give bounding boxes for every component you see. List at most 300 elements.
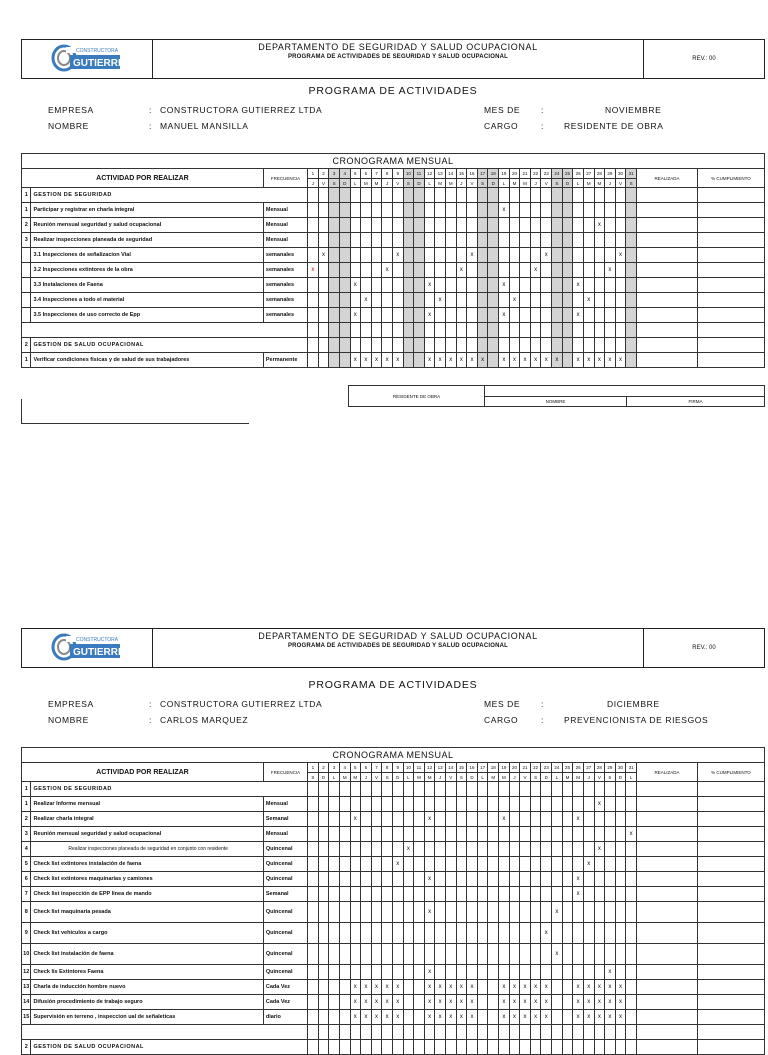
day-cell: x (605, 1010, 616, 1025)
day-cell (605, 188, 616, 203)
weekday-letter: M (371, 179, 382, 188)
day-cell (424, 1025, 435, 1040)
day-cell (403, 338, 414, 353)
activity-frequency: semanales (263, 278, 307, 293)
day-cell (605, 812, 616, 827)
day-cell (552, 278, 563, 293)
weekday-letter: M (573, 773, 584, 782)
day-cell (308, 353, 319, 368)
section-number: 1 (22, 782, 31, 797)
day-cell (382, 218, 393, 233)
label-nombre: NOMBRE (48, 715, 89, 725)
cumplimiento-cell (697, 233, 764, 248)
day-cell (382, 872, 393, 887)
activity-name: 3.5 Inspecciones de uso correcto de Epp (31, 308, 263, 323)
day-cell (445, 233, 456, 248)
day-cell (541, 323, 552, 338)
activity-name: Realizar Informe mensual (31, 797, 263, 812)
day-cell (499, 782, 510, 797)
day-cell (445, 857, 456, 872)
day-cell (318, 218, 329, 233)
day-cell (552, 872, 563, 887)
day-cell (499, 887, 510, 902)
day-cell: x (499, 308, 510, 323)
day-cell (308, 872, 319, 887)
day-cell (615, 872, 626, 887)
day-cell (626, 812, 637, 827)
day-cell (626, 1025, 637, 1040)
activity-name: Check list instalación de faena (31, 944, 263, 965)
day-cell (583, 1040, 594, 1055)
day-cell (509, 1025, 520, 1040)
day-cell (573, 782, 584, 797)
day-cell: x (552, 902, 563, 923)
day-cell (318, 923, 329, 944)
day-cell (424, 782, 435, 797)
day-cell: x (605, 263, 616, 278)
spacer-cell (22, 1025, 308, 1040)
day-cell (445, 263, 456, 278)
day-cell (583, 887, 594, 902)
day-cell (583, 1025, 594, 1040)
day-number: 7 (371, 169, 382, 179)
day-cell (456, 782, 467, 797)
day-cell (445, 1025, 456, 1040)
realizada-cell (636, 308, 697, 323)
cumplimiento-cell (697, 923, 764, 944)
cumplimiento-cell (697, 263, 764, 278)
day-cell (350, 218, 361, 233)
day-cell (477, 188, 488, 203)
day-cell (520, 1040, 531, 1055)
header-title-sub: PROGRAMA DE ACTIVIDADES DE SEGURIDAD Y SALUD OCUPACIONAL (287, 54, 509, 60)
day-cell (361, 308, 372, 323)
day-cell: x (350, 995, 361, 1010)
day-cell (477, 782, 488, 797)
cronograma-title-row (22, 154, 765, 169)
day-cell (541, 1040, 552, 1055)
day-cell (350, 293, 361, 308)
day-cell (562, 980, 573, 995)
day-cell (615, 218, 626, 233)
signature-role: RESIDENTE DE OBRA (349, 386, 485, 407)
day-cell (371, 872, 382, 887)
day-cell (626, 323, 637, 338)
day-number: 10 (403, 763, 414, 773)
day-cell (445, 887, 456, 902)
day-cell (509, 248, 520, 263)
day-cell (435, 218, 446, 233)
day-cell (477, 1025, 488, 1040)
day-cell (318, 323, 329, 338)
day-cell: x (509, 980, 520, 995)
cumplimiento-cell (697, 887, 764, 902)
day-cell (456, 323, 467, 338)
day-cell (392, 827, 403, 842)
day-cell (488, 872, 499, 887)
day-cell (318, 887, 329, 902)
day-cell (382, 797, 393, 812)
day-number: 29 (605, 169, 616, 179)
day-cell (583, 323, 594, 338)
weekday-letter: L (477, 773, 488, 782)
day-cell (318, 782, 329, 797)
day-cell (615, 203, 626, 218)
day-cell (445, 782, 456, 797)
day-cell: x (445, 353, 456, 368)
day-cell (445, 965, 456, 980)
day-cell (339, 965, 350, 980)
day-cell (361, 338, 372, 353)
day-cell (605, 902, 616, 923)
weekday-letter: L (350, 179, 361, 188)
day-cell (339, 872, 350, 887)
day-cell (573, 902, 584, 923)
day-cell (435, 923, 446, 944)
day-cell (329, 1010, 340, 1025)
day-cell (392, 278, 403, 293)
day-cell (308, 857, 319, 872)
day-cell (361, 944, 372, 965)
day-cell: x (477, 353, 488, 368)
day-cell: x (467, 1010, 478, 1025)
activity-frequency: Quincenal (263, 857, 307, 872)
day-cell (371, 827, 382, 842)
day-cell (594, 308, 605, 323)
day-cell (308, 980, 319, 995)
weekday-letter: M (445, 179, 456, 188)
activity-name: Charla de inducción hombre nuevo (31, 980, 263, 995)
day-cell: x (520, 980, 531, 995)
day-cell (520, 248, 531, 263)
day-cell (530, 233, 541, 248)
day-cell (573, 188, 584, 203)
day-cell: x (392, 248, 403, 263)
day-cell (530, 827, 541, 842)
day-cell (361, 218, 372, 233)
activity-row (22, 872, 765, 887)
cumplimiento-cell (697, 248, 764, 263)
day-cell: x (499, 980, 510, 995)
day-number: 16 (467, 169, 478, 179)
day-cell (520, 188, 531, 203)
day-cell (594, 782, 605, 797)
day-cell (445, 797, 456, 812)
activity-row (22, 812, 765, 827)
day-cell (329, 1040, 340, 1055)
day-cell (308, 1025, 319, 1040)
revision-label: REV.: 00 (643, 40, 764, 78)
day-cell: x (361, 353, 372, 368)
activity-frequency: Quincenal (263, 872, 307, 887)
day-number: 19 (499, 763, 510, 773)
day-cell (509, 797, 520, 812)
day-cell (318, 872, 329, 887)
day-cell (339, 797, 350, 812)
activity-frequency: Cada Vez (263, 980, 307, 995)
activity-frequency: Mensual (263, 203, 307, 218)
cumplimiento-cell (697, 842, 764, 857)
day-cell (403, 1025, 414, 1040)
day-cell (456, 812, 467, 827)
day-number: 9 (392, 763, 403, 773)
day-cell (414, 887, 425, 902)
day-cell (424, 263, 435, 278)
day-cell (403, 323, 414, 338)
day-number: 5 (350, 763, 361, 773)
day-cell (467, 293, 478, 308)
day-cell (318, 233, 329, 248)
weekday-letter: D (392, 773, 403, 782)
day-cell (541, 872, 552, 887)
day-cell (318, 827, 329, 842)
day-cell (552, 887, 563, 902)
realizada-header: REALIZADA (636, 763, 697, 782)
day-cell (371, 902, 382, 923)
day-cell (626, 338, 637, 353)
day-cell: x (573, 278, 584, 293)
day-cell (318, 308, 329, 323)
activity-number: 5 (22, 857, 31, 872)
sep: : (541, 699, 544, 709)
day-cell (520, 218, 531, 233)
day-cell: x (382, 353, 393, 368)
day-cell (308, 902, 319, 923)
day-cell (530, 308, 541, 323)
day-cell (424, 944, 435, 965)
weekday-letter: M (414, 773, 425, 782)
day-cell (392, 188, 403, 203)
day-cell (520, 827, 531, 842)
day-cell (382, 233, 393, 248)
day-cell: x (509, 1010, 520, 1025)
day-cell (626, 1040, 637, 1055)
section-number: 2 (22, 1040, 31, 1055)
day-cell (488, 782, 499, 797)
label-cargo: CARGO (484, 715, 519, 725)
day-cell (573, 323, 584, 338)
day-cell (467, 338, 478, 353)
day-number: 30 (615, 169, 626, 179)
day-cell (541, 797, 552, 812)
day-cell (499, 857, 510, 872)
day-cell (520, 1025, 531, 1040)
weekday-letter: D (318, 773, 329, 782)
day-cell: x (424, 812, 435, 827)
day-cell (361, 872, 372, 887)
spacer-row (22, 1025, 765, 1040)
day-cell (403, 203, 414, 218)
day-cell (445, 278, 456, 293)
day-cell (477, 923, 488, 944)
cronograma-title: CRONOGRAMA MENSUAL (22, 748, 765, 763)
day-cell (435, 1025, 446, 1040)
day-cell (605, 338, 616, 353)
document-title: PROGRAMA DE ACTIVIDADES (308, 679, 478, 691)
day-cell (467, 965, 478, 980)
day-cell (371, 308, 382, 323)
weekday-letter: M (562, 773, 573, 782)
day-cell (456, 872, 467, 887)
day-cell (488, 797, 499, 812)
day-number: 8 (382, 169, 393, 179)
day-cell (467, 902, 478, 923)
day-cell: x (499, 278, 510, 293)
weekday-letter: M (350, 773, 361, 782)
day-cell (382, 1040, 393, 1055)
day-cell (562, 902, 573, 923)
day-cell (435, 872, 446, 887)
day-number: 3 (329, 763, 340, 773)
day-cell (552, 923, 563, 944)
day-cell (605, 782, 616, 797)
day-cell (488, 203, 499, 218)
day-cell (477, 323, 488, 338)
day-cell: x (392, 353, 403, 368)
day-number: 31 (626, 169, 637, 179)
day-cell (573, 1025, 584, 1040)
day-cell: x (583, 353, 594, 368)
cumplimiento-header: % CUMPLIMIENTO (697, 763, 764, 782)
sep: : (149, 105, 152, 115)
day-cell (499, 842, 510, 857)
day-cell (626, 965, 637, 980)
frecuencia-header: FRECUENCIA (263, 169, 307, 188)
day-cell: x (445, 1010, 456, 1025)
day-cell (583, 812, 594, 827)
day-cell (488, 353, 499, 368)
day-cell (392, 1040, 403, 1055)
day-cell (382, 944, 393, 965)
day-number: 1 (308, 169, 319, 179)
day-cell (499, 218, 510, 233)
activity-frequency: semanales (263, 248, 307, 263)
day-cell (350, 233, 361, 248)
day-cell (445, 902, 456, 923)
day-cell (403, 995, 414, 1010)
day-cell (594, 1040, 605, 1055)
day-cell (414, 293, 425, 308)
day-cell (361, 842, 372, 857)
day-cell (594, 965, 605, 980)
day-cell (339, 842, 350, 857)
day-cell: x (541, 353, 552, 368)
day-number: 22 (530, 763, 541, 773)
day-cell (424, 188, 435, 203)
day-cell (477, 980, 488, 995)
day-cell: x (382, 1010, 393, 1025)
day-cell (562, 188, 573, 203)
logo-cell (22, 629, 153, 667)
day-cell (445, 293, 456, 308)
day-cell (552, 965, 563, 980)
day-cell (403, 278, 414, 293)
day-cell: x (456, 353, 467, 368)
weekday-letter: L (499, 179, 510, 188)
activity-row (22, 902, 765, 923)
day-cell (382, 902, 393, 923)
day-cell (361, 857, 372, 872)
day-cell (583, 338, 594, 353)
day-cell (520, 323, 531, 338)
day-cell (509, 827, 520, 842)
day-cell (594, 188, 605, 203)
day-cell (339, 278, 350, 293)
realizada-cell (636, 293, 697, 308)
day-cell (488, 980, 499, 995)
day-cell: x (435, 1010, 446, 1025)
day-cell (530, 812, 541, 827)
day-cell (477, 902, 488, 923)
activity-number: 2 (22, 812, 31, 827)
day-cell (339, 944, 350, 965)
activity-frequency: Quincenal (263, 842, 307, 857)
day-cell (520, 263, 531, 278)
day-number: 26 (573, 763, 584, 773)
weekday-letter: S (308, 773, 319, 782)
day-cell (308, 248, 319, 263)
day-cell (499, 965, 510, 980)
activity-name: Check list vehiculos a cargo (31, 923, 263, 944)
cumplimiento-cell (697, 218, 764, 233)
day-cell (594, 857, 605, 872)
day-cell (626, 857, 637, 872)
day-cell (329, 995, 340, 1010)
day-cell (435, 827, 446, 842)
day-number: 20 (509, 169, 520, 179)
realizada-cell (636, 188, 697, 203)
day-cell (594, 827, 605, 842)
day-cell (371, 944, 382, 965)
day-cell (308, 1010, 319, 1025)
day-cell (414, 902, 425, 923)
label-empresa: EMPRESA (48, 699, 94, 709)
weekday-letter: L (424, 179, 435, 188)
day-cell (573, 203, 584, 218)
realizada-cell (636, 872, 697, 887)
day-cell (615, 842, 626, 857)
day-cell (350, 203, 361, 218)
day-cell (308, 218, 319, 233)
day-cell (445, 1040, 456, 1055)
realizada-cell (636, 323, 697, 338)
day-cell: x (392, 980, 403, 995)
day-cell (339, 1040, 350, 1055)
day-cell (530, 965, 541, 980)
day-cell (573, 797, 584, 812)
day-cell (509, 965, 520, 980)
day-cell: x (467, 995, 478, 1010)
activity-number: 4 (22, 842, 31, 857)
day-cell (583, 263, 594, 278)
day-cell (605, 944, 616, 965)
day-cell: x (605, 995, 616, 1010)
day-cell: x (541, 980, 552, 995)
weekday-letter: J (382, 179, 393, 188)
day-cell (467, 782, 478, 797)
activity-name: 3.3 Instalaciones de Faena (31, 278, 263, 293)
day-cell (308, 812, 319, 827)
day-cell: x (350, 308, 361, 323)
day-cell (382, 323, 393, 338)
day-cell (329, 278, 340, 293)
day-cell (329, 797, 340, 812)
signature-firma-label: FIRMA (627, 396, 765, 407)
day-cell (392, 203, 403, 218)
realizada-cell (636, 842, 697, 857)
day-cell (350, 1025, 361, 1040)
realizada-cell (636, 782, 697, 797)
